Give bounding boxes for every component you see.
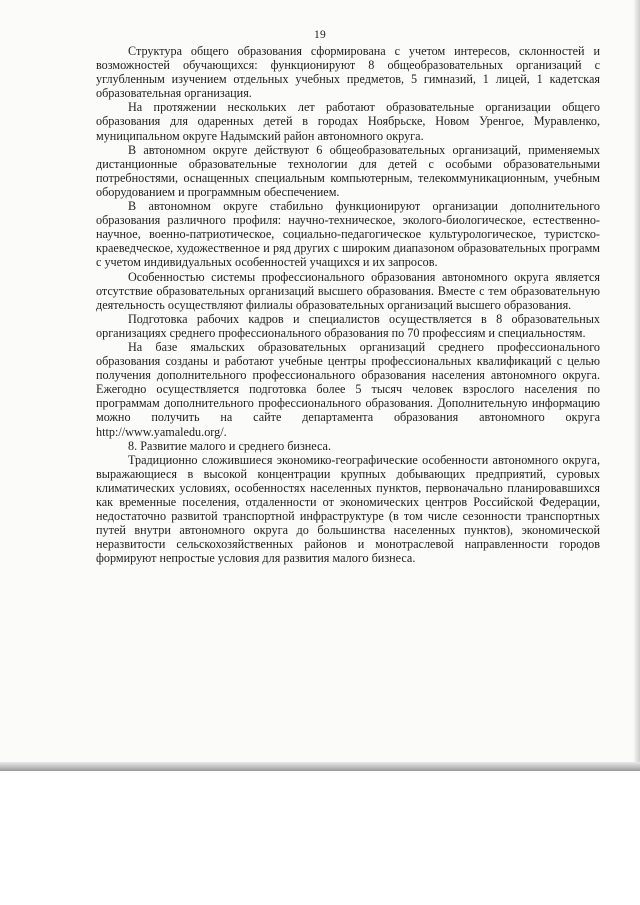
paragraph-general-education-structure: Структура общего образования сформирована с учетом интересов, склонностей и возможностей обучающихся: функционируют 8 общеобразовательных организаций с углубленным изучением отдельных учебных предметов, 5 гимназий, 1 лицей, 1 кадетская образовательная организация. [96, 44, 600, 101]
paragraph-additional-education: В автономном округе стабильно функционируют организации дополнительного образования различного профиля: научно-техническое, эколого-биологическое, естественно-научное, военно-патриотическое, социально-педагогическое культурологическое, туристско-краеведческое, художественное и ряд других с широким диапазоном образовательных программ с учетом индивидуальных особенностей учащихся и их запросов. [96, 199, 600, 270]
paragraph-training-centers: На базе ямальских образовательных организаций среднего профессионального образования созданы и работают учебные центры профессиональных квалификаций с целью получения дополнительного профессионального образования населения автономного округа. Ежегодно осуществляется подготовка более 5 тысяч человек взрослого населения по программам дополнительного профессионального образования. Дополнительную информацию можно получить на сайте департамента образования автономного округа http://www.yamaledu.org/. [96, 339, 600, 439]
paragraph-professional-education: Особенностью системы профессионального образования автономного округа является отсутствие образовательных организаций высшего образования. Вместе с тем образовательную деятельность осуществляют филиалы образовательных организаций высшего образования. [96, 269, 600, 312]
section-heading-small-business: 8. Развитие малого и среднего бизнеса. [128, 438, 332, 453]
document-body [96, 44, 600, 565]
scan-bottom-edge [0, 762, 640, 771]
scan-edge-shadow [633, 0, 640, 769]
paragraph-gifted-children-schools: На протяжении нескольких лет работают образовательные организации общего образования для одаренных детей в городах Ноябрьске, Новом Уренгое, Муравленко, муниципальном округе Надымский район автономного округа. [96, 100, 600, 143]
paragraph-workforce-training: Подготовка рабочих кадров и специалистов осуществляется в 8 образовательных организациях среднего профессионального образования по 70 профессиям и специальностям. [96, 311, 600, 340]
paragraph-business-conditions: Традиционно сложившиеся экономико-географические особенности автономного округа, выражающиеся в высокой концентрации крупных добывающих предприятий, суровых климатических условиях, особенностях населенных пунктов, первоначально планировавшихся как временные поселения, отдаленности от экономических центров Российской Федерации, недостаточно развитой транспортной инфраструктуре (в том числе сезонности транспортных путей внутри автономного округа до большинства населенных пунктов), экономической неразвитости сельскохозяйственных районов и монотраслевой направленности городов формируют непростые условия для развития малого бизнеса. [96, 452, 600, 566]
paragraph-distance-learning: В автономном округе действуют 6 общеобразовательных организаций, применяемых дистанционные образовательные технологии для детей с особыми образовательными потребностями, оснащенных специальным компьютерным, телекоммуникационным, учебным оборудованием и программным обеспечением. [96, 142, 600, 199]
page-number: 19 [313, 29, 327, 41]
